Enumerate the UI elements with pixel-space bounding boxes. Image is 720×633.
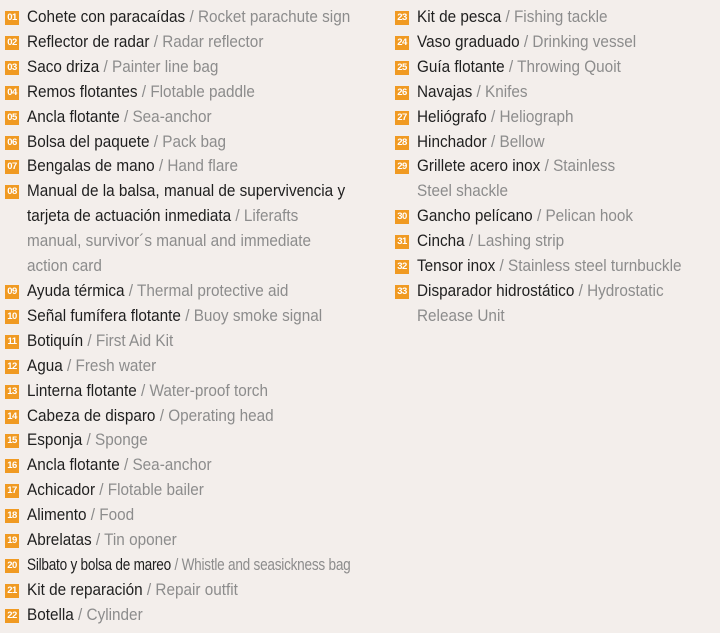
item-name-en: Thermal protective aid [137,280,289,300]
item-number-badge: 26 [395,86,409,100]
item-name-es: Achicador [27,480,96,500]
item-name-en: Pack bag [162,131,227,151]
list-item: 21 Kit de reparación / Repair outfit [5,578,387,603]
item-name-es: Botiquín [27,330,84,350]
list-item: 11 Botiquín / First Aid Kit [5,329,387,354]
list-item: 01 Cohete con paracaídas / Rocket parachute sign [5,5,387,30]
item-number-badge: 12 [5,360,19,374]
item-name-en: Radar reflector [162,31,264,51]
list-item: 12 Agua / Fresh water [5,354,387,379]
item-number-badge: 24 [395,36,409,50]
item-name-en: Stainless Steel shackle [417,156,616,201]
item-number-badge: 13 [5,385,19,399]
item-name-en: Sea-anchor [132,455,212,475]
item-name-en: Flotable paddle [150,81,255,101]
item-name-en: Tin oponer [104,530,177,550]
list-item: 06 Bolsa del paquete / Pack bag [5,130,387,155]
item-number-badge: 05 [5,111,19,125]
item-number-badge: 32 [395,260,409,274]
item-number-badge: 22 [5,609,19,623]
item-name-en: Heliograph [499,106,574,126]
item-name-en: Pelican hook [545,206,634,226]
item-name-es: Reflector de radar [27,31,150,51]
item-name-en: Repair outfit [155,579,238,599]
items-column-left [5,5,387,628]
list-item: 23 Kit de pesca / Fishing tackle [395,5,717,30]
item-name-es: Abrelatas [27,530,92,550]
list-item: 24 Vaso graduado / Drinking vessel [395,30,717,55]
item-number-badge: 21 [5,584,19,598]
list-item: 09 Ayuda térmica / Thermal protective aid [5,279,387,304]
item-name-en: Stainless steel turnbuckle [507,256,682,276]
list-item: 22 Botella / Cylinder [5,603,387,628]
item-name-es: Bengalas de mano [27,156,155,176]
item-number-badge: 06 [5,136,19,150]
item-name-en: Lashing strip [477,231,565,251]
item-name-es: Ayuda térmica [27,280,125,300]
list-item: 27 Heliógrafo / Heliograph [395,105,717,130]
item-name-es: Vaso graduado [417,31,520,51]
items-column-right [395,5,717,329]
list-item: 28 Hinchador / Bellow [395,130,717,155]
item-name-es: Grillete acero inox [417,156,541,176]
item-name-es: Ancla flotante [27,455,120,475]
item-number-badge: 18 [5,509,19,523]
list-item: 30 Gancho pelícano / Pelican hook [395,204,717,229]
item-name-es: Disparador hidrostático [417,280,575,300]
item-number-badge: 17 [5,484,19,498]
item-name-en: Hand flare [167,156,238,176]
item-number-badge: 01 [5,11,19,25]
item-number-badge: 15 [5,434,19,448]
list-item: 26 Navajas / Knifes [395,80,717,105]
list-item: 20 Silbato y bolsa de mareo / Whistle and seasickness bag [5,553,387,578]
list-item: 13 Linterna flotante / Water-proof torch [5,379,387,404]
item-number-badge: 28 [395,136,409,150]
item-name-es: Manual de la balsa, manual de supervivencia y tarjeta de actuación inmediata [27,181,346,226]
item-name-es: Señal fumífera flotante [27,305,181,325]
list-item: 08 Manual de la balsa, manual de supervivencia y tarjeta de actuación inmediata / Liferafts manual, survivor´s manual and immediate action card [5,179,387,279]
item-name-es: Remos flotantes [27,81,138,101]
item-name-es: Hinchador [417,131,487,151]
item-number-badge: 30 [395,210,409,224]
item-name-en: Fresh water [75,355,157,375]
item-name-en: Operating head [168,405,274,425]
item-name-es: Esponja [27,430,83,450]
item-name-es: Kit de pesca [417,7,502,26]
item-name-en: Water-proof torch [149,380,268,400]
item-name-en: Throwing Quoit [517,56,621,76]
list-item: 14 Cabeza de disparo / Operating head [5,404,387,429]
item-name-en: Buoy smoke signal [193,305,323,325]
item-number-badge: 25 [395,61,409,75]
item-number-badge: 08 [5,185,19,199]
item-number-badge: 09 [5,285,19,299]
item-name-en: Drinking vessel [532,31,637,51]
item-name-en: Knifes [485,81,528,101]
item-number-badge: 16 [5,459,19,473]
item-name-en: Sea-anchor [132,106,212,126]
item-name-es: Guía flotante [417,56,505,76]
item-number-badge: 03 [5,61,19,75]
item-number-badge: 11 [5,335,19,349]
list-item: 33 Disparador hidrostático / Hydrostatic Release Unit [395,279,717,329]
item-number-badge: 02 [5,36,19,50]
item-name-en: Fishing tackle [513,7,608,26]
item-name-es: Cincha [417,231,465,251]
item-name-en: Rocket parachute sign [197,7,351,26]
list-item: 32 Tensor inox / Stainless steel turnbuckle [395,254,717,279]
item-number-badge: 19 [5,534,19,548]
item-number-badge: 27 [395,111,409,125]
item-number-badge: 04 [5,86,19,100]
item-number-badge: 14 [5,410,19,424]
item-name-en: First Aid Kit [95,330,174,350]
list-item: 15 Esponja / Sponge [5,428,387,453]
item-name-es: Navajas [417,81,473,101]
list-item: 18 Alimento / Food [5,503,387,528]
list-item: 19 Abrelatas / Tin oponer [5,528,387,553]
item-name-es: Linterna flotante [27,380,137,400]
item-name-es: Cabeza de disparo [27,405,156,425]
item-name-es: Silbato y bolsa de mareo [27,554,171,574]
item-name-es: Kit de reparación [27,579,143,599]
item-name-es: Saco driza [27,56,100,76]
item-name-es: Cohete con paracaídas [27,7,186,26]
item-name-en: Liferafts manual, survivor´s manual and immediate action card [27,206,312,276]
list-item: 05 Ancla flotante / Sea-anchor [5,105,387,130]
list-item: 02 Reflector de radar / Radar reflector [5,30,387,55]
list-item: 31 Cincha / Lashing strip [395,229,717,254]
list-item: 25 Guía flotante / Throwing Quoit [395,55,717,80]
item-name-es: Ancla flotante [27,106,120,126]
item-number-badge: 29 [395,160,409,174]
item-name-es: Heliógrafo [417,106,487,126]
item-number-badge: 33 [395,285,409,299]
item-name-es: Agua [27,355,63,375]
item-name-es: Bolsa del paquete [27,131,150,151]
item-name-en: Flotable bailer [107,480,204,500]
item-number-badge: 31 [395,235,409,249]
item-number-badge: 23 [395,11,409,25]
item-name-en: Bellow [499,131,545,151]
item-name-en: Cylinder [86,604,143,624]
item-name-es: Alimento [27,505,87,525]
item-name-en: Painter line bag [112,56,219,76]
list-item: 04 Remos flotantes / Flotable paddle [5,80,387,105]
item-number-badge: 10 [5,310,19,324]
list-item: 17 Achicador / Flotable bailer [5,478,387,503]
list-item: 07 Bengalas de mano / Hand flare [5,154,387,179]
item-name-es: Gancho pelícano [417,206,533,226]
item-name-es: Botella [27,604,74,624]
item-number-badge: 20 [5,559,19,573]
list-item: 29 Grillete acero inox / Stainless Steel shackle [395,154,717,204]
item-name-en: Sponge [95,430,148,450]
list-item: 10 Señal fumífera flotante / Buoy smoke signal [5,304,387,329]
item-name-es: Tensor inox [417,256,496,276]
list-item: 16 Ancla flotante / Sea-anchor [5,453,387,478]
item-number-badge: 07 [5,160,19,174]
item-name-en: Food [99,505,135,525]
list-item: 03 Saco driza / Painter line bag [5,55,387,80]
item-name-en: Hydrostatic Release Unit [417,280,664,325]
item-name-en: Whistle and seasickness bag [181,554,351,574]
